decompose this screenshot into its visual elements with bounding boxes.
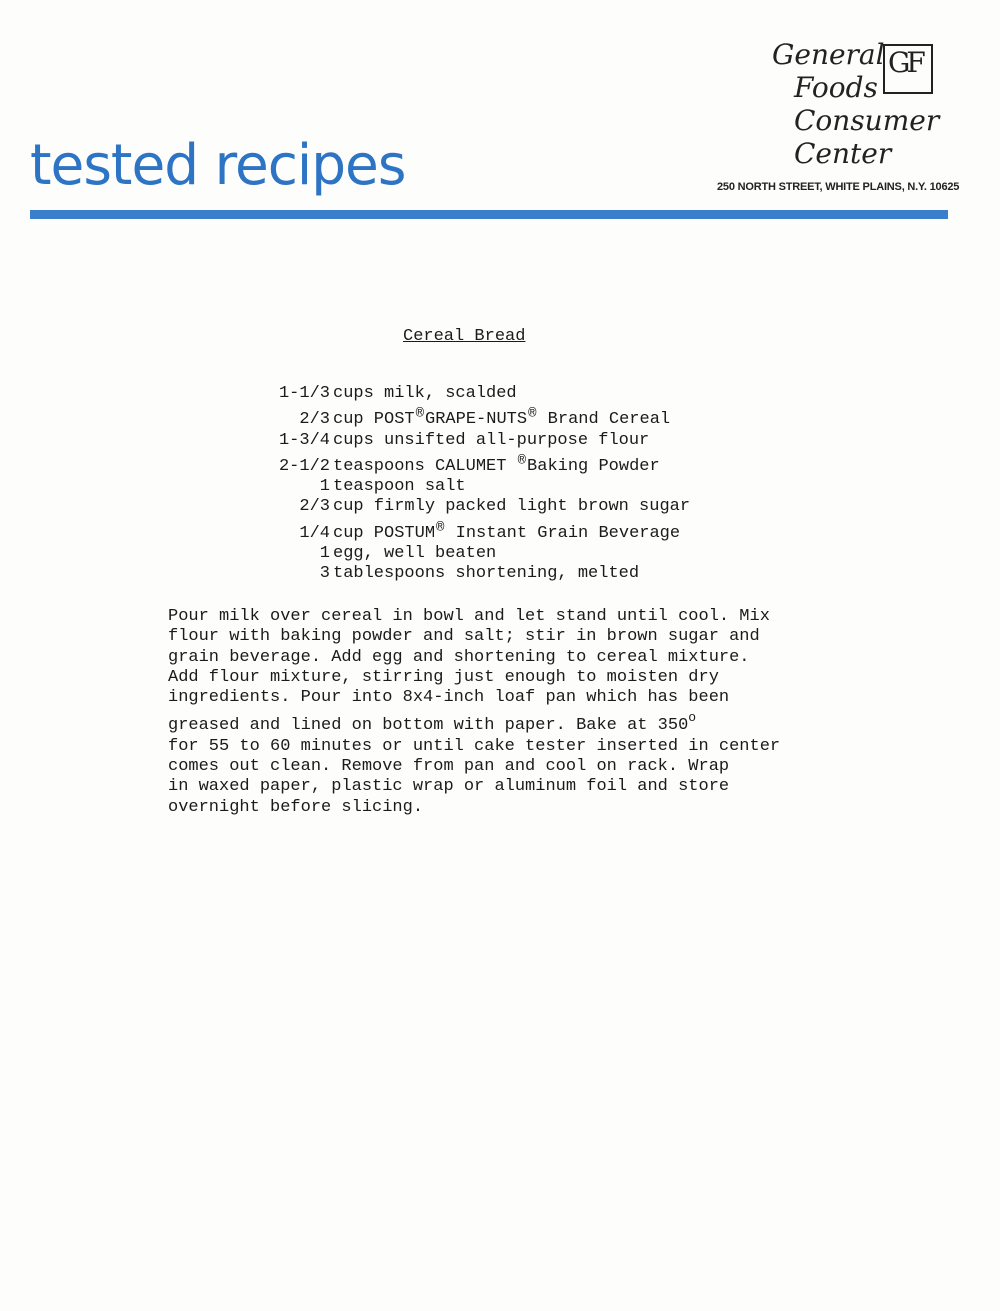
- recipe-title: Cereal Bread: [403, 327, 526, 346]
- registered-mark: ®: [436, 519, 445, 536]
- degree-mark: o: [688, 710, 697, 726]
- ingredient-item: 1-1/3 cups milk, scalded: [278, 384, 517, 403]
- company-address: 250 NORTH STREET, WHITE PLAINS, N.Y. 10625: [717, 181, 960, 193]
- ingredient-item: 2/3 cup POST®GRAPE-NUTS® Brand Cereal: [299, 406, 671, 430]
- logo-line-center: Center: [794, 137, 892, 170]
- logo-line-consumer: Consumer: [794, 104, 940, 137]
- ingredient-item: 1 egg, well beaten: [319, 544, 497, 564]
- directions-part-1: Pour milk over cereal in bowl and let stand until cool. Mix flour with baking powder and salt; stir in brown sugar and grain beverage. Add egg and shortening to cereal mixture. Add flour mixture, stirring just enough to moisten dry ingredients. Pour into 8x4-inch loaf pan which has been greased and lined on bottom with paper. Bake at 350: [168, 607, 770, 736]
- ingredient-item: 1 teaspoon salt: [319, 477, 466, 497]
- registered-mark: ®: [528, 406, 537, 423]
- header-rule: [30, 210, 948, 219]
- ingredient-item: 2/3 cup firmly packed light brown sugar: [299, 497, 691, 517]
- ingredient-list: [258, 384, 690, 585]
- monogram-letters: GF: [888, 46, 922, 79]
- ingredient-item: 1-3/4 cups unsifted all-purpose flour: [278, 430, 650, 450]
- registered-mark: ®: [415, 406, 425, 423]
- recipe-directions: [168, 607, 908, 818]
- ingredient-item: 2-1/2 teaspoons CALUMET ®Baking Powder: [278, 452, 660, 476]
- directions-part-2: for 55 to 60 minutes or until cake tester inserted in center comes out clean. Remove from pan and cool on rack. Wrap in waxed paper, plastic wrap or aluminum foil and store overnight before slicing.: [168, 736, 781, 817]
- ingredient-item: 3 tablespoons shortening, melted: [319, 564, 640, 584]
- logo-line-general: General: [772, 38, 885, 71]
- registered-mark: ®: [517, 452, 527, 469]
- series-title: tested recipes: [30, 133, 406, 198]
- logo-line-foods: Foods: [794, 71, 878, 104]
- gf-monogram-icon: [883, 44, 933, 94]
- ingredient-item: 1/4 cup POSTUM® Instant Grain Beverage: [299, 519, 681, 543]
